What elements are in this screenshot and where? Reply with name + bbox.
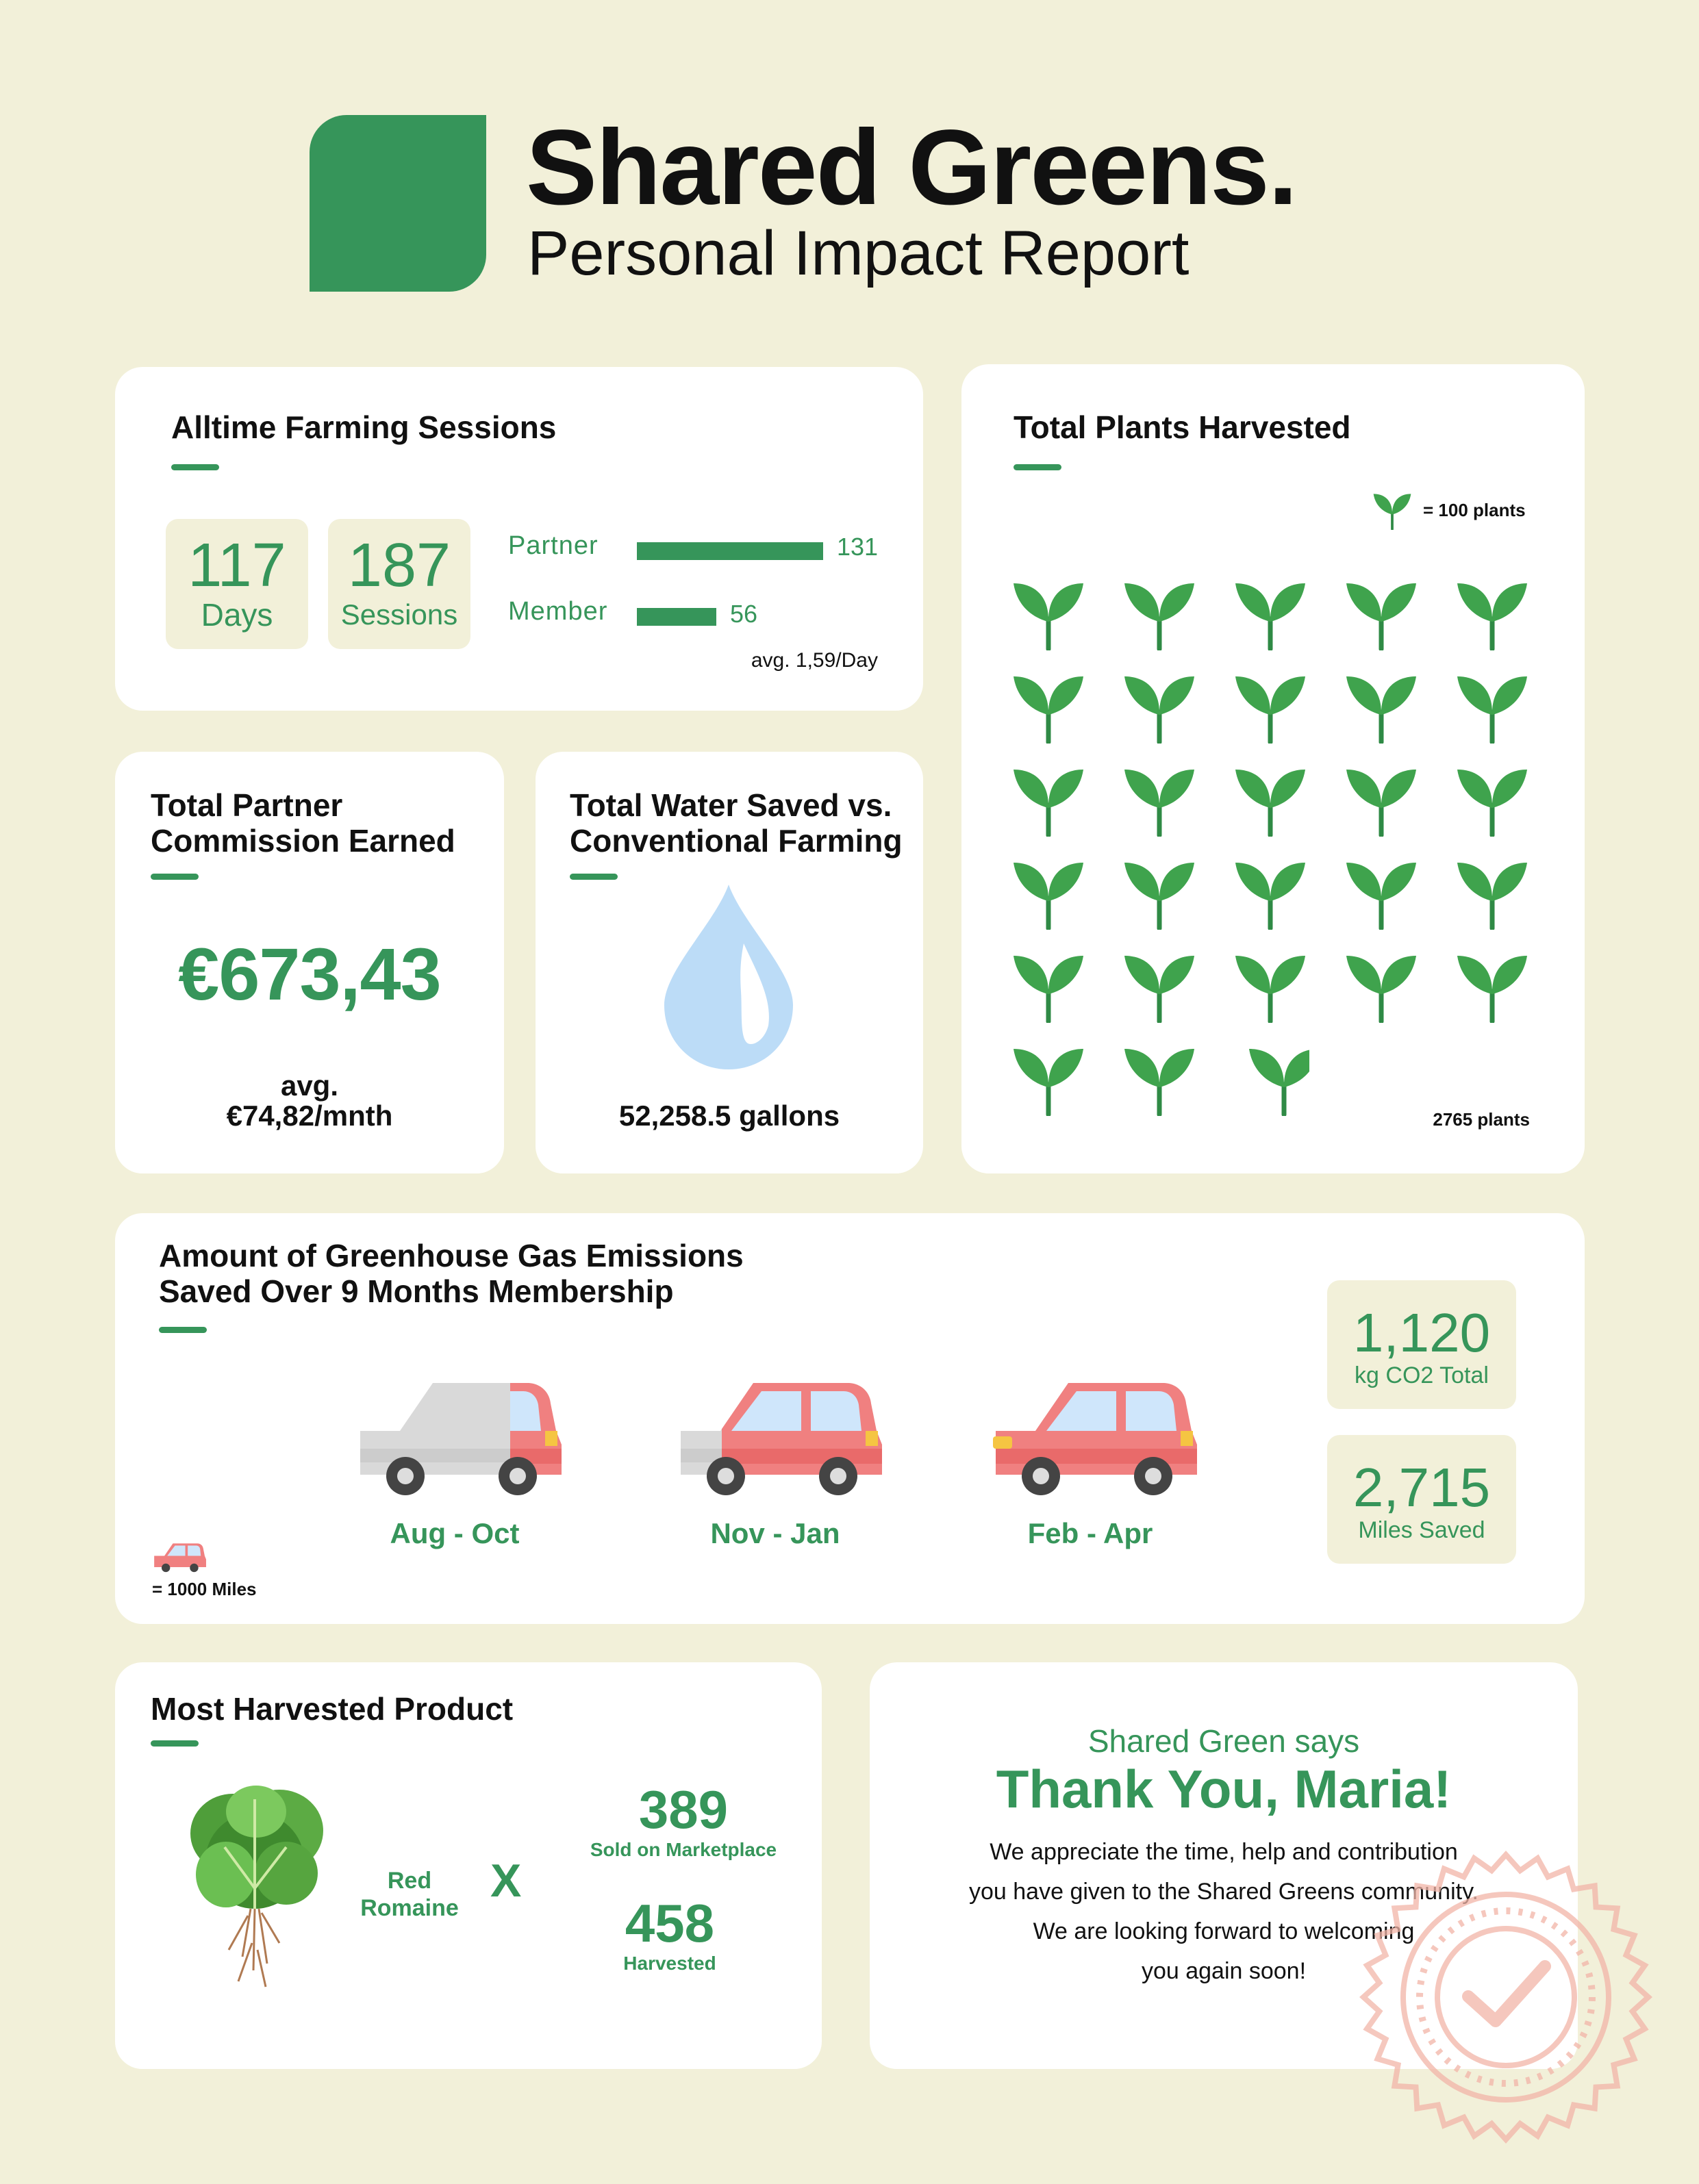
- co2-box: [1327, 1280, 1516, 1409]
- miles-box: [1327, 1435, 1516, 1564]
- product-name-line2: Romaine: [360, 1895, 459, 1921]
- plants-underline: [1014, 464, 1061, 470]
- sprout-icon: [1342, 670, 1420, 744]
- thanks-headline: Thank You, Maria!: [996, 1759, 1452, 1819]
- sprout-icon: [1120, 763, 1198, 837]
- days-value: 117: [188, 531, 286, 600]
- sessions-title: Alltime Farming Sessions: [171, 409, 557, 445]
- co2-value: 1,120: [1352, 1302, 1491, 1363]
- period-label: Aug - Oct: [390, 1517, 520, 1549]
- plants-total: 2765 plants: [1433, 1109, 1530, 1130]
- water-value: 52,258.5 gallons: [618, 1100, 840, 1132]
- sprout-icon: [1231, 576, 1309, 650]
- car-icon: [347, 1373, 564, 1497]
- sprout-icon: [1231, 670, 1309, 744]
- report-subtitle: Personal Impact Report: [527, 218, 1190, 288]
- harvested-label: Harvested: [623, 1953, 716, 1974]
- commission-underline: [151, 874, 199, 880]
- sessions-label: Sessions: [340, 598, 458, 631]
- sprout-icon: [1231, 763, 1309, 837]
- period-label: Nov - Jan: [710, 1517, 840, 1549]
- member-bar: [637, 608, 716, 626]
- plants-card: [961, 364, 1585, 1173]
- logo-square: [310, 115, 486, 292]
- emissions-legend: = 1000 Miles: [152, 1579, 257, 1599]
- sprout-icon: [1453, 670, 1531, 744]
- sprout-icon: [1009, 1042, 1087, 1116]
- legend-sprout-icon: [1371, 490, 1413, 530]
- thanks-line: We appreciate the time, help and contribution: [990, 1839, 1458, 1865]
- car-icon: [982, 1373, 1200, 1497]
- sold-value: 389: [638, 1779, 729, 1840]
- sessions-avg: avg. 1,59/Day: [751, 649, 878, 672]
- commission-amount: €673,43: [178, 932, 441, 1015]
- period-label: Feb - Apr: [1027, 1517, 1153, 1549]
- sprout-icon: [1009, 576, 1087, 650]
- commission-avg-label: avg.: [280, 1069, 339, 1102]
- commission-title: Total Partner Commission Earned: [151, 787, 455, 859]
- water-title: Total Water Saved vs. Conventional Farming: [570, 787, 903, 859]
- partner-label: Partner: [508, 531, 599, 560]
- sprout-icon: [1342, 856, 1420, 930]
- sessions-underline: [171, 464, 219, 470]
- sprout-icon: [1231, 856, 1309, 930]
- water-card: [536, 752, 923, 1173]
- water-drop-icon: [662, 882, 796, 1072]
- miles-value: 2,715: [1352, 1457, 1491, 1518]
- miles-label: Miles Saved: [1358, 1517, 1485, 1543]
- sprout-icon: [1120, 670, 1198, 744]
- emissions-title: Amount of Greenhouse Gas Emissions Saved Over 9 Months Membership: [159, 1238, 744, 1309]
- sprout-icon: [1120, 856, 1198, 930]
- sprout-icon: [1342, 949, 1420, 1023]
- thanks-line: you again soon!: [1141, 1958, 1307, 1984]
- lettuce-image: [177, 1779, 334, 1991]
- sprout-icon: [1009, 949, 1087, 1023]
- thanks-line: We are looking forward to welcoming: [1033, 1918, 1415, 1944]
- co2-label: kg CO2 Total: [1355, 1362, 1489, 1388]
- sprout-icon: [1009, 763, 1087, 837]
- sprout-icon: [1453, 856, 1531, 930]
- sprout-icon: [1120, 576, 1198, 650]
- plants-legend: = 100 plants: [1423, 500, 1526, 520]
- car-icon: [667, 1373, 885, 1497]
- sprout-icon: [1120, 1042, 1198, 1116]
- commission-avg-value: €74,82/mnth: [226, 1100, 393, 1132]
- partner-bar: [637, 542, 823, 560]
- sprout-icon: [1453, 763, 1531, 837]
- thanks-line: you have given to the Shared Greens community.: [969, 1879, 1478, 1905]
- product-title: Most Harvested Product: [151, 1691, 514, 1727]
- sprout-icon: [1453, 949, 1531, 1023]
- harvested-value: 458: [625, 1893, 715, 1953]
- times-sign: X: [490, 1855, 522, 1907]
- report-title: Shared Greens.: [526, 108, 1297, 227]
- sprout-icon: [1231, 949, 1309, 1023]
- commission-card: [115, 752, 504, 1173]
- plant-grid: [1009, 576, 1544, 1138]
- member-label: Member: [508, 597, 608, 626]
- days-label: Days: [201, 597, 273, 633]
- days-box: [166, 519, 308, 649]
- sprout-icon: [1120, 949, 1198, 1023]
- sessions-value: 187: [347, 531, 451, 600]
- sprout-icon: [1342, 576, 1420, 650]
- product-underline: [151, 1740, 199, 1747]
- plants-title: Total Plants Harvested: [1014, 409, 1351, 445]
- legend-car-icon: [151, 1540, 207, 1573]
- approval-stamp-icon: [1359, 1850, 1653, 2144]
- sprout-icon: [1453, 576, 1531, 650]
- emissions-underline: [159, 1327, 207, 1333]
- sprout-icon: [1342, 763, 1420, 837]
- sold-label: Sold on Marketplace: [590, 1839, 777, 1860]
- sessions-box: [328, 519, 470, 649]
- sprout-icon: [1009, 670, 1087, 744]
- sprout-icon: [1231, 1042, 1309, 1116]
- product-name-line1: Red: [387, 1868, 432, 1894]
- product-card: [115, 1662, 822, 2069]
- partner-value: 131: [837, 533, 879, 561]
- sprout-icon: [1009, 856, 1087, 930]
- member-value: 56: [730, 600, 758, 628]
- water-underline: [570, 874, 618, 880]
- sessions-card: [115, 367, 923, 711]
- thanks-says: Shared Green says: [1087, 1723, 1360, 1759]
- emissions-card: [115, 1213, 1585, 1624]
